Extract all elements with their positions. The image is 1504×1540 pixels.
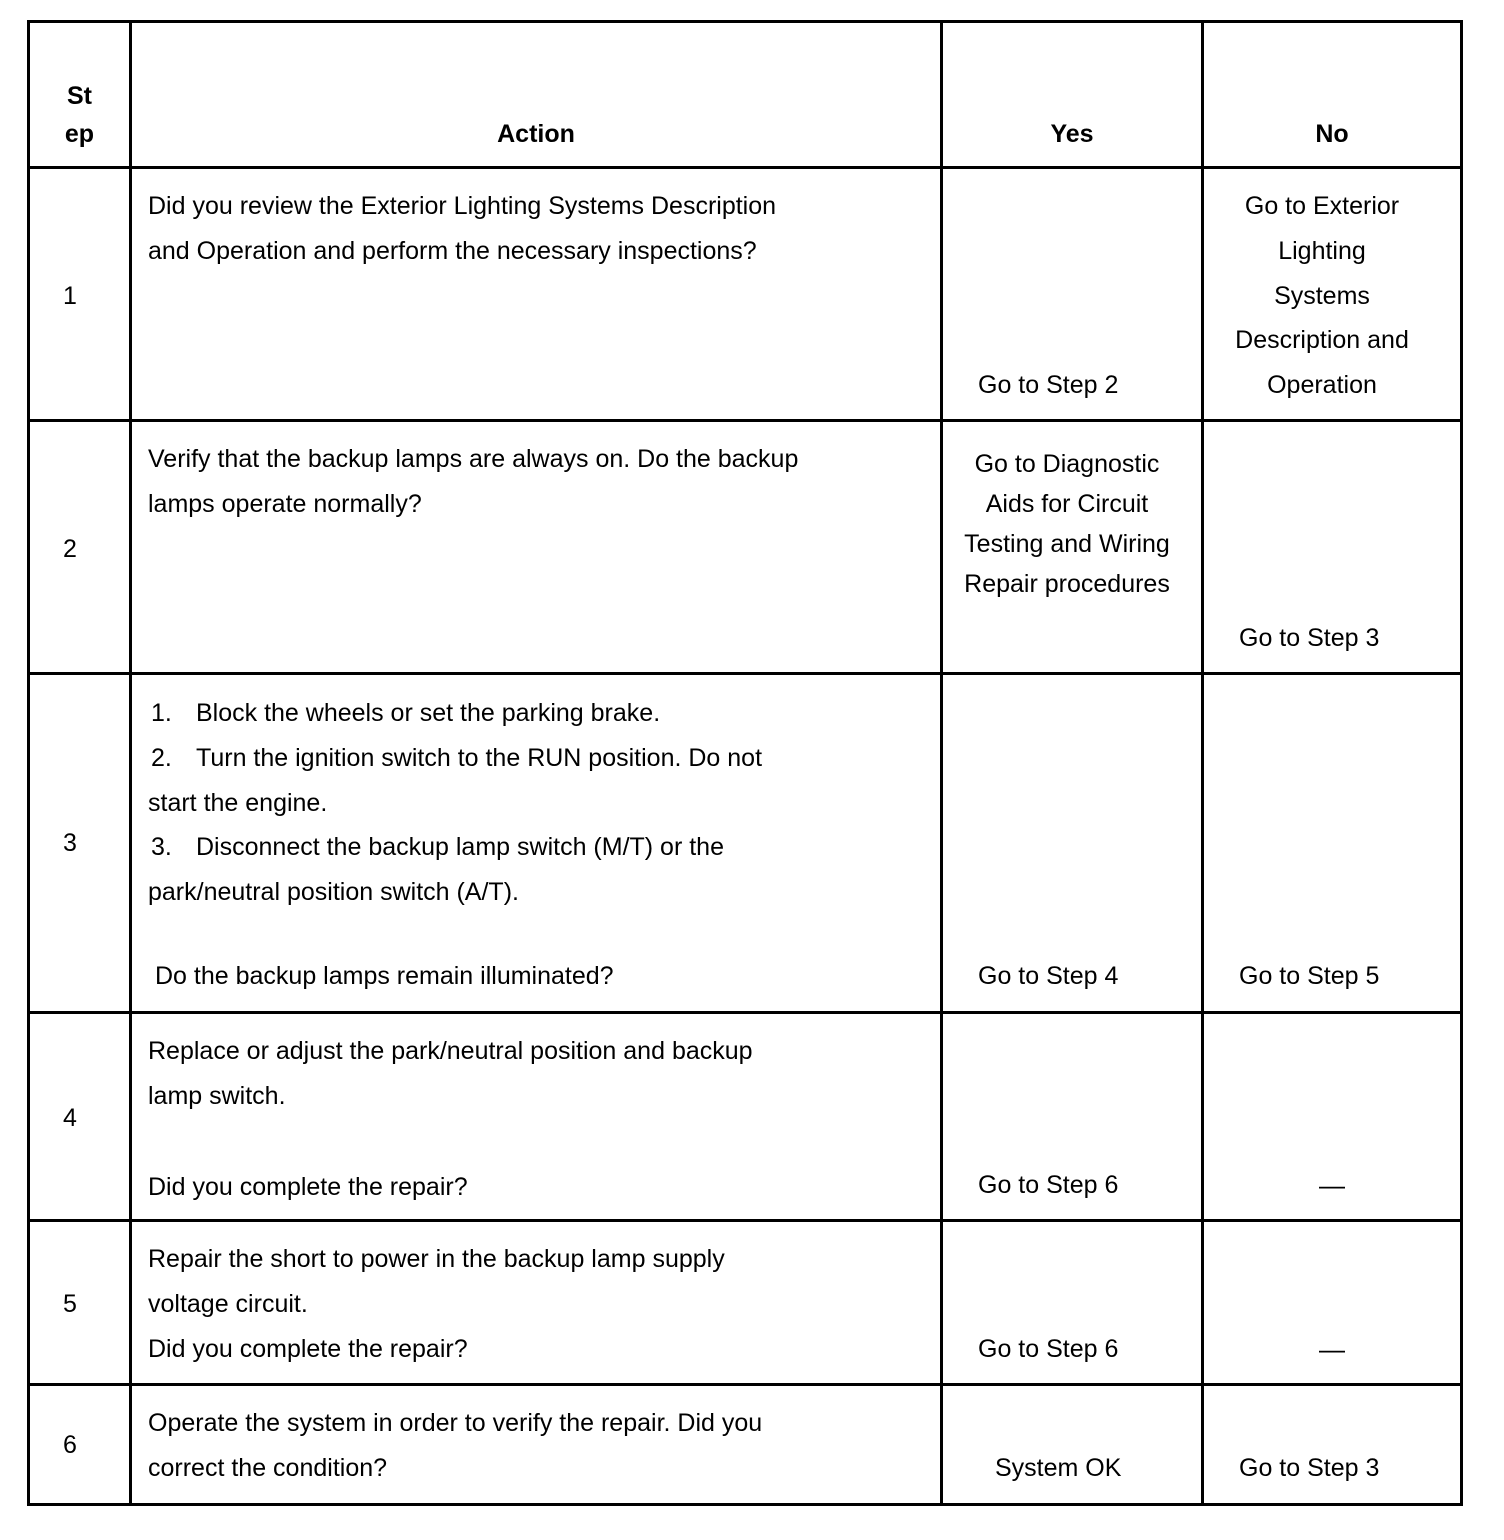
action-line: Repair the short to power in the backup lamp supply: [148, 1245, 725, 1273]
no-result: Go to Step 3: [1239, 624, 1380, 652]
action-line: voltage circuit.: [148, 1289, 308, 1318]
list-number: 3.: [151, 833, 172, 862]
action-text: [148, 691, 762, 915]
action-list-item: [148, 691, 762, 736]
yes-result: System OK: [995, 1454, 1122, 1482]
action-line: Replace or adjust the park/neutral position and backup: [148, 1037, 753, 1065]
action-line: and Operation and perform the necessary inspections?: [148, 236, 757, 265]
no-line: Operation: [1267, 371, 1377, 400]
step-number: 5: [63, 1290, 77, 1318]
header-step: [30, 77, 129, 153]
step-number: 4: [63, 1104, 77, 1132]
table-border-right: [1460, 20, 1463, 1506]
no-result: —: [1319, 1334, 1345, 1364]
step-number: 3: [63, 829, 77, 857]
header-yes: Yes: [1050, 120, 1094, 148]
column-divider-yes: [1201, 20, 1204, 1506]
row-divider-1: [27, 419, 1463, 422]
action-text: [148, 184, 776, 274]
action-line: lamps operate normally?: [148, 489, 422, 518]
yes-result: [945, 444, 1189, 604]
list-item-continuation: park/neutral position switch (A/T).: [148, 878, 519, 907]
row-divider-header: [27, 166, 1463, 169]
yes-line: Aids for Circuit: [985, 490, 1149, 518]
action-line: Verify that the backup lamps are always on. Do the backup: [148, 445, 799, 473]
list-number: 2.: [151, 743, 172, 772]
yes-result: Go to Step 6: [978, 1335, 1119, 1363]
action-text: [148, 437, 798, 527]
action-list-item: [148, 736, 762, 781]
step-number: 1: [63, 282, 77, 310]
list-item-text: Disconnect the backup lamp switch (M/T) or the: [196, 833, 724, 862]
no-result: Go to Step 5: [1239, 962, 1380, 990]
yes-result: Go to Step 4: [978, 962, 1119, 990]
yes-line: Repair procedures: [964, 570, 1170, 598]
yes-result: Go to Step 6: [978, 1171, 1119, 1199]
row-divider-4: [27, 1219, 1463, 1222]
row-divider-3: [27, 1011, 1463, 1014]
list-item-continuation: start the engine.: [148, 788, 328, 817]
no-line: Systems: [1274, 281, 1370, 310]
no-result: Go to Step 3: [1239, 1454, 1380, 1482]
no-line: Lighting: [1278, 236, 1366, 265]
row-divider-5: [27, 1383, 1463, 1386]
action-text: [148, 1029, 753, 1119]
yes-line: Testing and Wiring: [964, 530, 1170, 558]
header-action: Action: [497, 120, 575, 148]
action-line: correct the condition?: [148, 1453, 388, 1482]
list-item-text: Block the wheels or set the parking brake.: [196, 699, 661, 727]
action-line: Did you complete the repair?: [148, 1334, 468, 1363]
action-line: lamp switch.: [148, 1081, 286, 1110]
action-line: Operate the system in order to verify the repair. Did you: [148, 1409, 763, 1437]
no-result: [1217, 184, 1427, 408]
action-question: Do the backup lamps remain illuminated?: [155, 962, 614, 990]
row-divider-2: [27, 672, 1463, 675]
action-list-item: [148, 825, 762, 870]
action-line: Did you review the Exterior Lighting Systems Description: [148, 192, 777, 220]
header-step-line-1: St: [67, 82, 92, 110]
step-number: 6: [63, 1431, 77, 1459]
header-step-line-2: ep: [64, 120, 95, 148]
action-question: Did you complete the repair?: [148, 1173, 468, 1201]
list-item-text: Turn the ignition switch to the RUN position. Do not: [196, 743, 763, 772]
no-line: Go to Exterior: [1244, 192, 1400, 220]
yes-line: Go to Diagnostic: [974, 450, 1160, 478]
header-no: No: [1315, 120, 1349, 148]
yes-result: Go to Step 2: [978, 371, 1119, 399]
step-number: 2: [63, 535, 77, 563]
no-result: —: [1319, 1170, 1345, 1200]
table-border-bottom: [27, 1503, 1463, 1506]
action-text: [148, 1237, 725, 1371]
column-divider-action: [940, 20, 943, 1506]
column-divider-step: [129, 20, 132, 1506]
no-line: Description and: [1235, 326, 1409, 355]
list-number: 1.: [151, 699, 172, 727]
action-text: [148, 1401, 762, 1491]
table-border-top: [27, 20, 1463, 23]
diagnostic-table: [27, 20, 1463, 1506]
